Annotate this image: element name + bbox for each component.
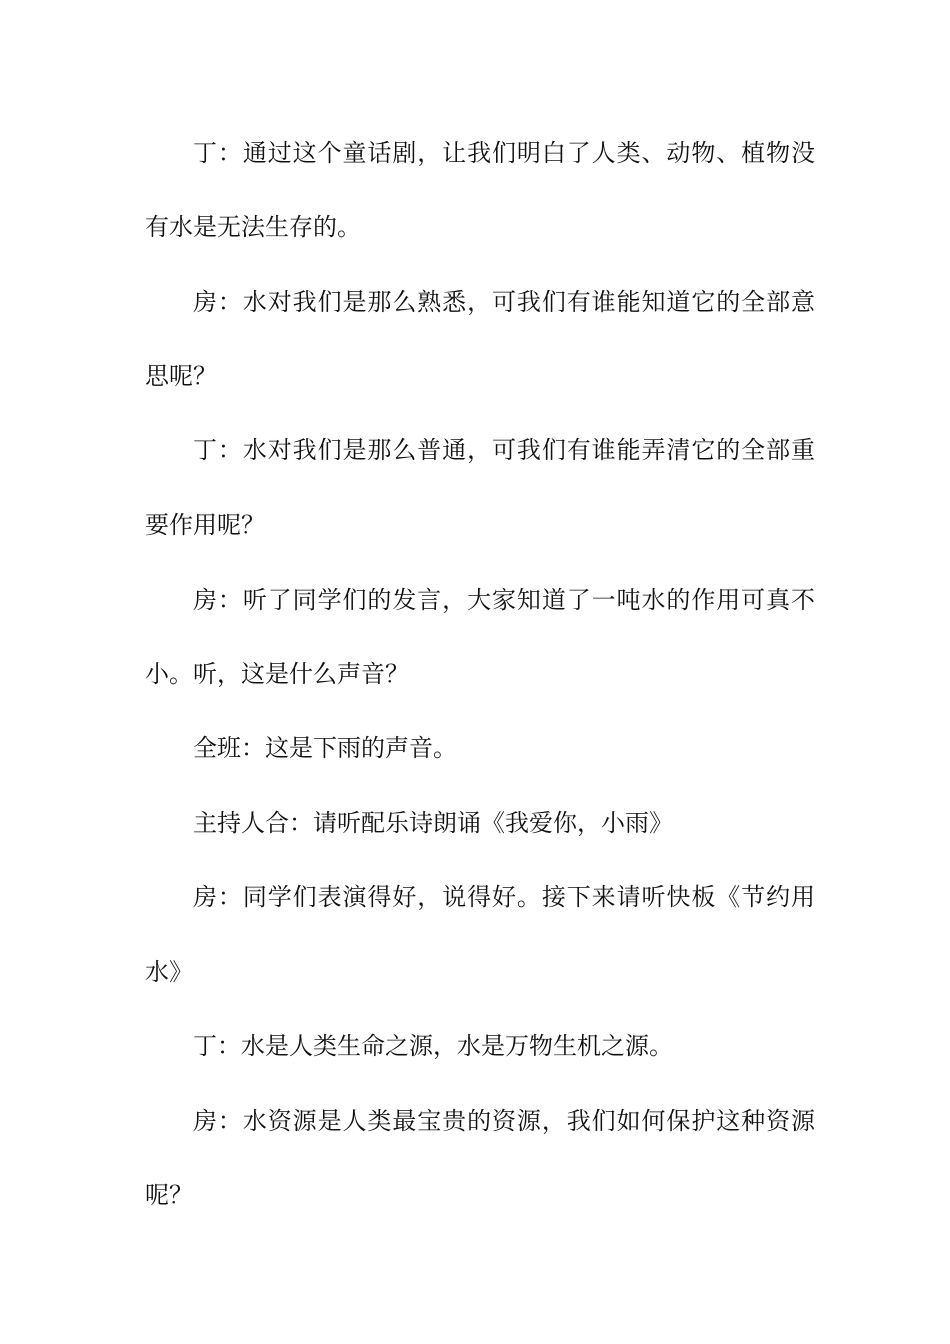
paragraph-line: 丁：水是人类生命之源，水是万物生机之源。 (193, 1032, 673, 1060)
paragraph-line: 水》 (145, 958, 193, 986)
paragraph-line: 小。听，这是什么声音？ (145, 660, 409, 688)
paragraph-line: 全班：这是下雨的声音。 (193, 734, 457, 762)
paragraph-line: 丁：通过这个童话剧，让我们明白了人类、动物、植物没 (193, 139, 815, 167)
paragraph-line: 思呢？ (145, 362, 217, 390)
paragraph-line: 房：听了同学们的发言，大家知道了一吨水的作用可真不 (193, 586, 815, 614)
paragraph-line: 房：同学们表演得好，说得好。接下来请听快板《节约用 (193, 883, 815, 911)
paragraph-line: 房：水资源是人类最宝贵的资源，我们如何保护这种资源 (193, 1107, 815, 1135)
paragraph-line: 主持人合：请听配乐诗朗诵《我爱你，小雨》 (193, 809, 673, 837)
paragraph-line: 要作用呢？ (145, 511, 265, 539)
paragraph-line: 有水是无法生存的。 (145, 213, 361, 241)
paragraph-line: 丁：水对我们是那么普通，可我们有谁能弄清它的全部重 (193, 436, 815, 464)
paragraph-line: 呢？ (145, 1181, 193, 1209)
paragraph-line: 房：水对我们是那么熟悉，可我们有谁能知道它的全部意 (193, 288, 815, 316)
